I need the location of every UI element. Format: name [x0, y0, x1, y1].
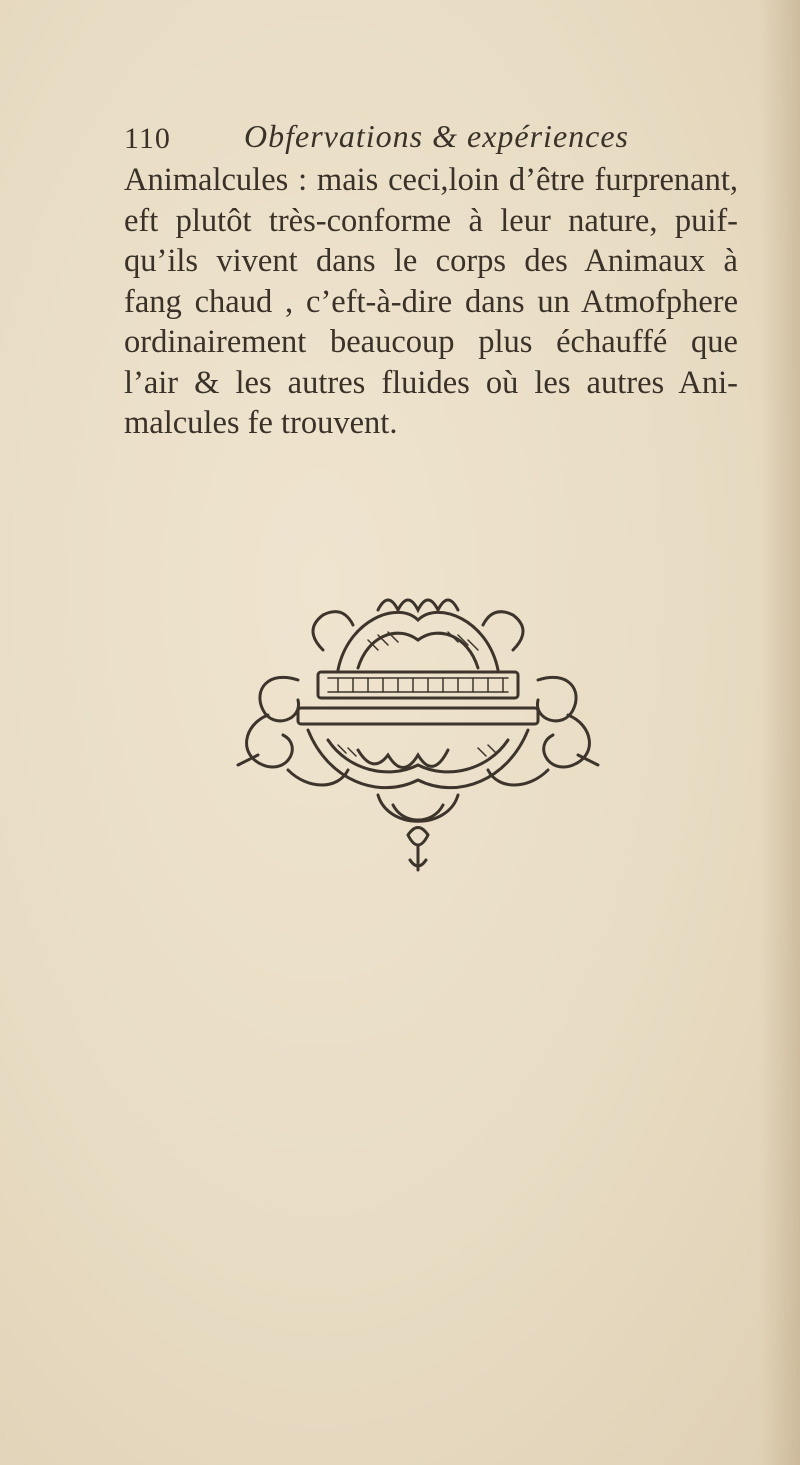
text-line: qu’ils vivent dans le corps des Animaux à — [124, 243, 738, 279]
text-line: ordinairement beaucoup plus échauffé que — [124, 324, 738, 360]
text-line: Animalcules : mais ceci,loin d’être furprenant, — [124, 162, 738, 198]
page-number: 110 — [124, 122, 171, 155]
text-line: fang chaud , c’eft-à-dire dans un Atmofphere — [124, 283, 738, 320]
text-line: malcules fe trouvent. — [124, 405, 398, 441]
page-header — [124, 118, 744, 158]
text-line: eft plutôt très-conforme à leur nature, puif- — [124, 202, 738, 239]
running-title: Obfervations & expériences — [244, 118, 629, 154]
page-edge-shadow — [760, 0, 800, 1465]
body-paragraph — [124, 160, 738, 444]
text-line: l’air & les autres fluides où les autres Ani- — [124, 364, 738, 401]
tailpiece-ornament-icon — [228, 580, 608, 880]
